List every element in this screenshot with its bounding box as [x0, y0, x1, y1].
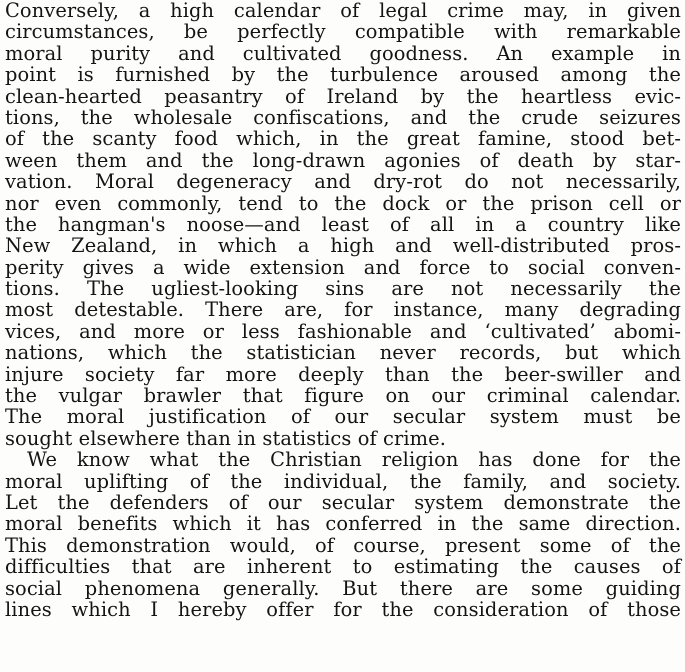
- text-line: the hangman's noose—and least of all in a country like: [5, 212, 681, 236]
- text-line: This demonstration would, of course, present some of the: [5, 533, 681, 557]
- text-line: We know what the Christian religion has done for the: [27, 448, 681, 472]
- paragraph-2: [5, 449, 681, 620]
- text-line: lines which I hereby offer for the consideration of those: [5, 597, 681, 621]
- text-line: tions. The ugliest-looking sins are not necessarily the: [5, 277, 681, 301]
- text-line: clean-hearted peasantry of Ireland by the heartless evic-: [5, 84, 681, 108]
- text-line: tions, the wholesale confiscations, and the crude seizures: [5, 105, 681, 129]
- text-line: Let the defenders of our secular system demonstrate the: [5, 490, 681, 514]
- text-line: moral purity and cultivated goodness. An example in: [5, 41, 681, 65]
- text-line: injure society far more deeply than the beer-swiller and: [5, 362, 681, 386]
- text-line: nations, which the statistician never records, but which: [5, 341, 681, 365]
- text-line: The moral justification of our secular system must be: [5, 405, 681, 429]
- article-column: [5, 0, 681, 620]
- text-line: the vulgar brawler that figure on our criminal calendar.: [5, 384, 681, 408]
- text-line: difficulties that are inherent to estimating the causes of: [5, 555, 681, 579]
- paragraph-1: [5, 0, 681, 449]
- text-line: most detestable. There are, for instance, many degrading: [5, 298, 681, 322]
- text-line: nor even commonly, tend to the dock or the prison cell or: [5, 191, 681, 215]
- text-line: point is furnished by the turbulence aroused among the: [5, 63, 681, 87]
- text-line: moral uplifting of the individual, the family, and society.: [5, 469, 681, 493]
- text-line: social phenomena generally. But there are some guiding: [5, 576, 681, 600]
- text-line: New Zealand, in which a high and well-distributed pros-: [5, 234, 681, 258]
- text-line: perity gives a wide extension and force to social conven-: [5, 255, 681, 279]
- text-line: of the scanty food which, in the great famine, stood bet-: [5, 127, 681, 151]
- text-line: sought elsewhere than in statistics of crime.: [5, 426, 446, 450]
- text-line: Conversely, a high calendar of legal crime may, in given: [5, 0, 681, 22]
- text-line: circumstances, be perfectly compatible with remarkable: [5, 20, 681, 44]
- text-line: vation. Moral degeneracy and dry-rot do not necessarily,: [5, 170, 681, 194]
- text-line: moral benefits which it has conferred in the same direction.: [5, 512, 681, 536]
- text-line: vices, and more or less fashionable and ‘cultivated’ abomi-: [5, 319, 681, 343]
- text-line: ween them and the long-drawn agonies of death by star-: [5, 148, 681, 172]
